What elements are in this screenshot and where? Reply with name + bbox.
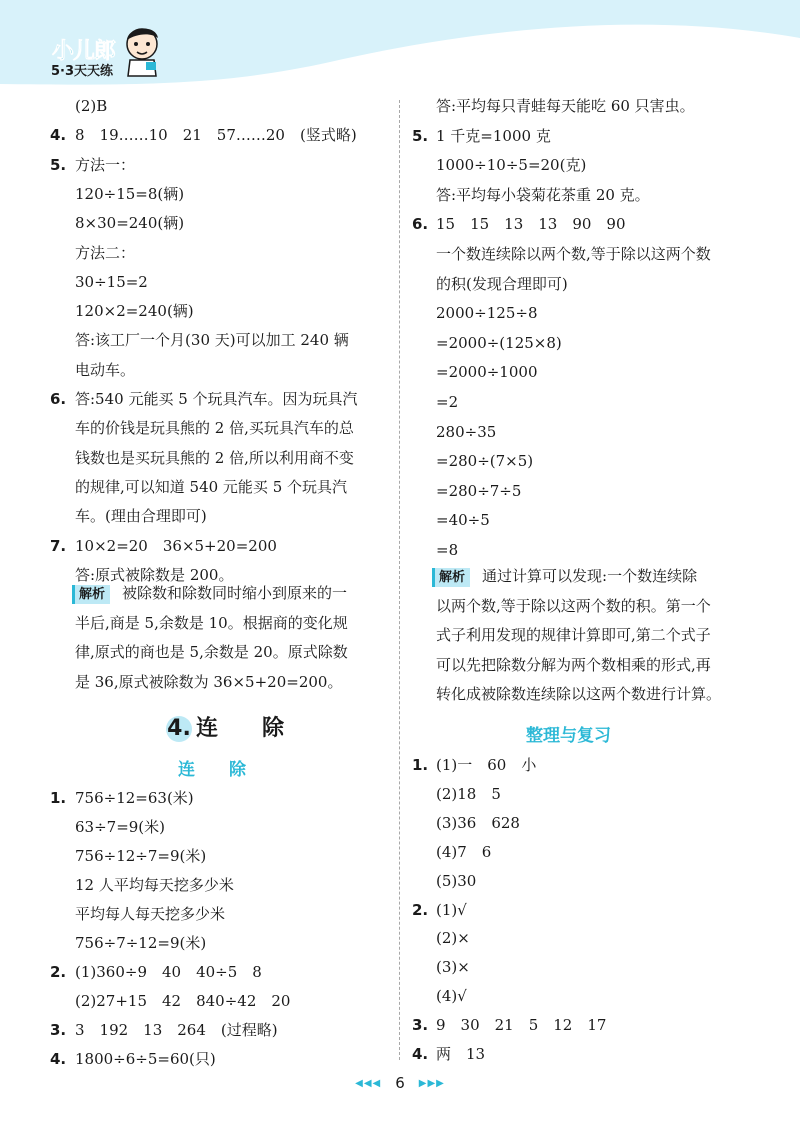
answer-line: 756÷12÷7=9(米) (75, 847, 207, 865)
answer-line: (3)36 628 (436, 813, 520, 832)
analysis-line (75, 642, 348, 662)
item-number: 7. (50, 536, 67, 555)
analysis-text: 律,原式的商也是 5,余数是 20。原式除数 (75, 643, 348, 661)
answer-line: 10×2=20 36×5+20=200 (75, 536, 277, 555)
answer-line: (2)27+15 42 840÷42 20 (75, 992, 291, 1010)
answer-line: 1 千克=1000 克 (436, 126, 551, 145)
section-title (166, 711, 284, 742)
answer-line: (2)B (75, 97, 108, 115)
item-number: 5. (50, 155, 67, 174)
analysis-text: 通过计算可以发现:一个数连续除 (482, 567, 698, 585)
answer-line: 钱数也是买玩具熊的 2 倍,所以利用商不变 (75, 448, 354, 467)
item-number: 2. (50, 963, 67, 981)
analysis-text: 转化成被除数连续除以这两个数进行计算。 (436, 685, 722, 703)
analysis-text: 是 36,原式被除数为 36×5+20=200。 (75, 672, 343, 691)
analysis-line (436, 655, 711, 675)
answer-line: =40÷5 (436, 511, 490, 530)
analysis-line (432, 566, 697, 587)
analysis-text: 半后,商是 5,余数是 10。根据商的变化规 (75, 613, 348, 632)
answer-line: 1000÷10÷5=20(克) (436, 156, 587, 175)
answer-line: 1800÷6÷5=60(只) (75, 1050, 216, 1068)
answer-line: 30÷15=2 (75, 272, 148, 291)
answer-line: 63÷7=9(米) (75, 818, 166, 836)
answer-line: 电动车。 (75, 360, 136, 379)
analysis-line (72, 583, 347, 604)
answer-line: (4)√ (436, 987, 467, 1006)
analysis-text: 被除数和除数同时缩小到原来的一 (122, 584, 348, 602)
answer-line: (3)× (436, 958, 470, 977)
answer-line: 答:540 元能买 5 个玩具汽车。因为玩具汽 (75, 390, 358, 408)
item-number: 6. (50, 390, 67, 408)
section-title-text: 连 除 (196, 716, 285, 741)
item-number: 2. (412, 900, 429, 919)
answer-line: 8×30=240(辆) (75, 214, 185, 233)
answer-line: 3 192 13 264 (过程略) (75, 1021, 278, 1039)
analysis-line (436, 625, 711, 645)
item-number: 3. (50, 1021, 67, 1039)
answer-line: (1)一 60 小 (436, 756, 537, 774)
item-number: 1. (50, 789, 67, 807)
analysis-line (436, 596, 711, 616)
answer-line: =280÷(7×5) (436, 452, 534, 471)
mascot-icon (120, 22, 164, 78)
answer-line: =8 (436, 541, 459, 559)
answer-line: =2 (436, 393, 459, 411)
item-number: 3. (412, 1016, 429, 1035)
answer-line: 车的价钱是玩具熊的 2 倍,买玩具汽车的总 (75, 419, 354, 438)
answer-line: 12 人平均每天挖多少米 (75, 876, 234, 894)
page-footer (0, 1074, 800, 1092)
answer-line: (1)√ (436, 900, 467, 919)
answer-line: =2000÷1000 (436, 363, 538, 382)
answer-line: 15 15 13 13 90 90 (436, 215, 626, 234)
item-number: 6. (412, 215, 429, 234)
analysis-line (75, 672, 342, 692)
item-number: 4. (50, 126, 67, 145)
item-number: 4. (412, 1045, 429, 1063)
answer-line: 2000÷125÷8 (436, 304, 538, 323)
answer-line: 的积(发现合理即可) (436, 274, 568, 293)
answer-line: 756÷12=63(米) (75, 789, 194, 807)
answer-line: 平均每人每天挖多少米 (75, 905, 226, 923)
answer-line: 8 19……10 21 57……20 (竖式略) (75, 126, 357, 145)
answer-line: =280÷7÷5 (436, 481, 522, 500)
answer-line: =2000÷(125×8) (436, 333, 562, 352)
answer-line: (5)30 (436, 871, 477, 890)
answer-line: (2)18 5 (436, 784, 501, 803)
logo-subtitle: 5·3天天练 (51, 64, 114, 79)
answer-line: 方法一： (75, 155, 136, 174)
analysis-line (436, 684, 721, 704)
analysis-tag: 解析 (72, 585, 110, 604)
prev-arrows-icon: ◀◀◀ (355, 1078, 382, 1089)
answer-line: 一个数连续除以两个数,等于除以这两个数 (436, 245, 711, 263)
analysis-text: 以两个数,等于除以这两个数的积。第一个 (436, 596, 711, 615)
answer-line: (1)360÷9 40 40÷5 8 (75, 963, 262, 981)
answer-line: 9 30 21 5 12 17 (436, 1016, 607, 1035)
analysis-tag: 解析 (432, 568, 470, 587)
review-title: 整理与复习 (526, 726, 611, 746)
analysis-text: 可以先把除数分解为两个数相乘的形式,再 (436, 655, 711, 674)
answer-line: 答:平均每小袋菊花茶重 20 克。 (436, 185, 650, 204)
next-arrows-icon: ▶▶▶ (418, 1078, 445, 1089)
column-divider (399, 100, 400, 1060)
answer-line: 两 13 (436, 1045, 486, 1063)
answer-line: 车。(理由合理即可) (75, 507, 207, 526)
item-number: 4. (50, 1050, 67, 1068)
analysis-text: 式子利用发现的规律计算即可,第二个式子 (436, 626, 711, 644)
answer-line: (4)7 6 (436, 842, 492, 861)
answer-line: 方法二： (75, 243, 136, 262)
answer-line: 280÷35 (436, 422, 497, 441)
section-number: 4. (167, 716, 191, 741)
answer-line: 的规律,可以知道 540 元能买 5 个玩具汽 (75, 477, 348, 496)
answer-line: (2)× (436, 929, 470, 948)
item-number: 5. (412, 126, 429, 145)
page-number: 6 (395, 1074, 405, 1092)
answer-line: 756÷7÷12=9(米) (75, 934, 207, 952)
answer-line: 答:平均每只青蛙每天能吃 60 只害虫。 (436, 97, 695, 115)
logo-title: 小儿郎 (52, 39, 116, 64)
analysis-line (75, 613, 348, 633)
answer-line: 120×2=240(辆) (75, 302, 194, 321)
answer-line: 答:原式被除数是 200。 (75, 565, 234, 584)
answer-line: 120÷15=8(辆) (75, 184, 185, 203)
subsection-title: 连 除 (178, 760, 246, 780)
item-number: 1. (412, 756, 429, 774)
answer-line: 答:该工厂一个月(30 天)可以加工 240 辆 (75, 331, 349, 350)
